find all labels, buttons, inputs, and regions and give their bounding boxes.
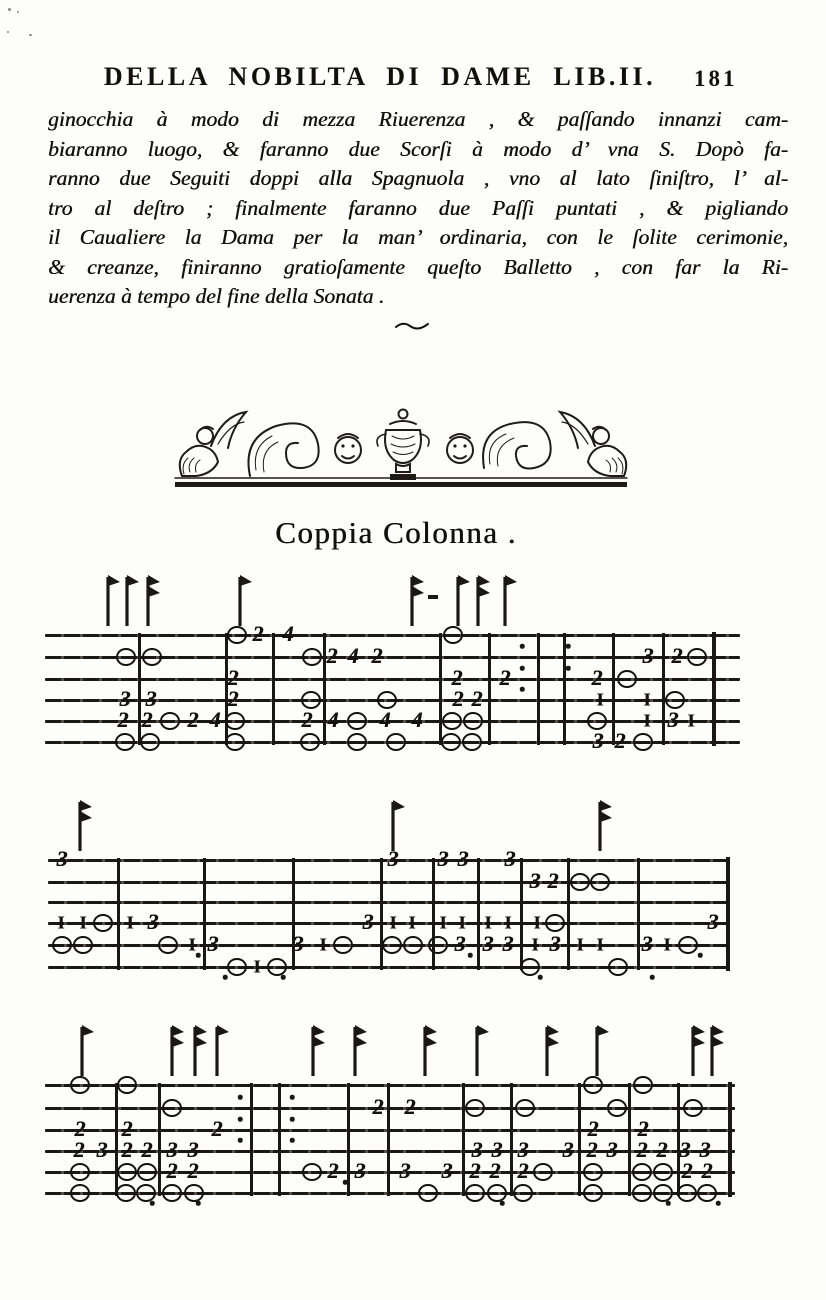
line-filler-swash — [395, 320, 429, 332]
tab-cipher-1: I — [188, 934, 196, 955]
barline — [462, 1083, 465, 1196]
rhythm-flag-double — [77, 794, 93, 859]
tab-cipher-1: I — [57, 912, 65, 933]
barline — [387, 1083, 390, 1196]
tab-cipher-0 — [583, 1076, 603, 1094]
tab-cipher-1: I — [531, 934, 539, 955]
tab-cipher-3: 3 — [491, 1137, 503, 1163]
tab-cipher-0 — [633, 1076, 653, 1094]
tab-cipher-2: 2 — [326, 643, 338, 669]
tab-cipher-2: 2 — [452, 686, 464, 712]
tab-cipher-2: 2 — [371, 643, 383, 669]
rhythm-flag-single — [237, 569, 253, 634]
rhythm-flag-single — [594, 1019, 610, 1084]
barline — [628, 1083, 631, 1196]
final-barline — [712, 632, 716, 746]
tab-cipher-0 — [117, 1163, 137, 1181]
tab-cipher-0 — [267, 958, 287, 976]
tab-cipher-4: 4 — [379, 707, 391, 733]
tab-cipher-3: 3 — [592, 728, 604, 754]
tab-dot — [290, 1138, 295, 1143]
tab-cipher-1: I — [126, 912, 134, 933]
tab-dot — [290, 1117, 295, 1122]
tab-cipher-0 — [653, 1184, 673, 1202]
barline — [567, 858, 570, 970]
tab-cipher-0 — [302, 1163, 322, 1181]
tab-dot — [238, 1095, 243, 1100]
tab-cipher-3: 3 — [145, 686, 157, 712]
tab-cipher-0 — [382, 936, 402, 954]
tab-dot — [343, 1180, 348, 1185]
text-line: uerenza à tempo del fine della Sonata . — [48, 284, 385, 308]
barline — [662, 633, 665, 745]
tab-cipher-2: 2 — [681, 1158, 693, 1184]
barline — [272, 633, 275, 745]
paragraph — [48, 105, 788, 312]
tab-cipher-2: 2 — [637, 1116, 649, 1142]
tab-cipher-2: 2 — [187, 707, 199, 733]
tab-cipher-0 — [441, 733, 461, 751]
barline — [250, 1083, 253, 1196]
tab-cipher-0 — [162, 1099, 182, 1117]
tab-cipher-0 — [677, 1184, 697, 1202]
tab-cipher-3: 3 — [354, 1158, 366, 1184]
tab-dot — [196, 953, 201, 958]
tab-cipher-3: 3 — [457, 846, 469, 872]
tab-cipher-3: 3 — [399, 1158, 411, 1184]
tab-cipher-2: 2 — [701, 1158, 713, 1184]
tab-cipher-0 — [117, 1076, 137, 1094]
tab-cipher-1: I — [596, 689, 604, 710]
rhythm-dash — [428, 595, 438, 599]
tab-cipher-0 — [608, 958, 628, 976]
tab-cipher-0 — [158, 936, 178, 954]
tab-dot — [666, 1201, 671, 1206]
tab-cipher-0 — [633, 733, 653, 751]
tab-cipher-0 — [632, 1184, 652, 1202]
tab-cipher-3: 3 — [166, 1137, 178, 1163]
tab-cipher-3: 3 — [549, 931, 561, 957]
tab-dot — [238, 1117, 243, 1122]
barline — [203, 858, 206, 970]
tab-cipher-2: 2 — [121, 1116, 133, 1142]
barline — [115, 1083, 118, 1196]
tab-cipher-1: I — [596, 934, 604, 955]
staff-line — [45, 1084, 735, 1087]
tab-cipher-3: 3 — [56, 846, 68, 872]
tab-cipher-1: I — [504, 912, 512, 933]
tab-cipher-0 — [160, 712, 180, 730]
tab-cipher-4: 4 — [209, 707, 221, 733]
tab-cipher-0 — [632, 1163, 652, 1181]
tab-cipher-4: 4 — [411, 707, 423, 733]
tab-cipher-3: 3 — [529, 868, 541, 894]
tab-cipher-0 — [52, 936, 72, 954]
tab-cipher-3: 3 — [471, 1137, 483, 1163]
tab-cipher-2: 2 — [211, 1116, 223, 1142]
woodcut-ornament — [172, 398, 634, 494]
tab-cipher-0 — [227, 958, 247, 976]
tab-cipher-2: 2 — [166, 1158, 178, 1184]
tab-dot — [150, 1201, 155, 1206]
barline — [347, 1083, 350, 1196]
tab-cipher-0 — [545, 914, 565, 932]
tab-cipher-3: 3 — [119, 686, 131, 712]
barline — [278, 1083, 281, 1196]
tab-cipher-0 — [116, 1184, 136, 1202]
tab-cipher-1: I — [319, 934, 327, 955]
tab-cipher-0 — [583, 1184, 603, 1202]
tab-cipher-2: 2 — [471, 686, 483, 712]
tab-dot — [520, 644, 525, 649]
text-line: il Caualiere la Dama per la man’ ordinaria, con le ſolite cerimonie, — [48, 225, 788, 249]
tab-cipher-0 — [428, 936, 448, 954]
tab-cipher-2: 2 — [636, 1137, 648, 1163]
tab-cipher-2: 2 — [587, 1116, 599, 1142]
tab-cipher-0 — [513, 1184, 533, 1202]
rhythm-flag-single — [474, 1019, 490, 1084]
tab-dot — [538, 975, 543, 980]
tab-cipher-3: 3 — [482, 931, 494, 957]
tab-cipher-0 — [697, 1184, 717, 1202]
tab-cipher-0 — [515, 1099, 535, 1117]
rhythm-flag-double — [597, 794, 613, 859]
tab-cipher-0 — [487, 1184, 507, 1202]
tab-cipher-2: 2 — [117, 707, 129, 733]
tab-cipher-2: 2 — [671, 643, 683, 669]
tab-cipher-3: 3 — [502, 931, 514, 957]
tab-cipher-0 — [70, 1184, 90, 1202]
rhythm-flag-double — [422, 1019, 438, 1084]
rhythm-flag-double — [310, 1019, 326, 1084]
tab-cipher-1: I — [643, 689, 651, 710]
final-barline — [726, 857, 730, 971]
tab-dot — [698, 953, 703, 958]
staff-line — [45, 1107, 735, 1110]
tab-cipher-0 — [347, 712, 367, 730]
tab-cipher-2: 2 — [301, 707, 313, 733]
tab-cipher-3: 3 — [437, 846, 449, 872]
tab-cipher-3: 3 — [96, 1137, 108, 1163]
barline — [510, 1083, 513, 1196]
tab-cipher-0 — [683, 1099, 703, 1117]
barline — [439, 633, 442, 745]
tab-cipher-1: I — [533, 912, 541, 933]
tab-cipher-3: 3 — [517, 1137, 529, 1163]
tab-cipher-4: 4 — [327, 707, 339, 733]
tab-dot — [520, 687, 525, 692]
tab-cipher-0 — [465, 1099, 485, 1117]
rhythm-flag-single — [502, 569, 518, 634]
rhythm-flag-double — [409, 569, 425, 634]
tab-cipher-0 — [443, 626, 463, 644]
tab-cipher-2: 2 — [141, 707, 153, 733]
tab-cipher-3: 3 — [679, 1137, 691, 1163]
tab-cipher-0 — [418, 1184, 438, 1202]
tab-cipher-0 — [570, 873, 590, 891]
tab-cipher-0 — [73, 936, 93, 954]
tab-cipher-2: 2 — [489, 1158, 501, 1184]
tab-cipher-2: 2 — [73, 1137, 85, 1163]
tab-dot — [281, 975, 286, 980]
barline — [563, 633, 566, 745]
tab-cipher-0 — [333, 936, 353, 954]
barline — [637, 858, 640, 970]
tab-dot — [468, 953, 473, 958]
tab-cipher-3: 3 — [362, 909, 374, 935]
rhythm-flag-double — [169, 1019, 185, 1084]
tab-cipher-1: I — [408, 912, 416, 933]
rhythm-flag-single — [214, 1019, 230, 1084]
tab-cipher-3: 3 — [606, 1137, 618, 1163]
tab-cipher-0 — [93, 914, 113, 932]
tab-cipher-0 — [70, 1163, 90, 1181]
rhythm-flag-double — [192, 1019, 208, 1084]
scan-speck — [29, 34, 32, 36]
tab-cipher-2: 2 — [327, 1158, 339, 1184]
tab-cipher-2: 2 — [227, 665, 239, 691]
tab-cipher-1: I — [576, 934, 584, 955]
tab-cipher-2: 2 — [469, 1158, 481, 1184]
tab-cipher-0 — [142, 648, 162, 666]
tab-cipher-2: 2 — [252, 621, 264, 647]
rhythm-flag-single — [455, 569, 471, 634]
tab-cipher-1: I — [458, 912, 466, 933]
tab-cipher-0 — [590, 873, 610, 891]
tab-cipher-1: I — [484, 912, 492, 933]
tab-cipher-3: 3 — [641, 931, 653, 957]
tab-cipher-0 — [533, 1163, 553, 1181]
tab-cipher-0 — [300, 733, 320, 751]
tab-cipher-0 — [347, 733, 367, 751]
tab-cipher-0 — [386, 733, 406, 751]
tab-cipher-2: 2 — [187, 1158, 199, 1184]
tab-cipher-3: 3 — [387, 846, 399, 872]
tab-dot — [290, 1095, 295, 1100]
tab-cipher-0 — [607, 1099, 627, 1117]
tab-dot — [716, 1201, 721, 1206]
tab-cipher-3: 3 — [642, 643, 654, 669]
tab-cipher-0 — [520, 958, 540, 976]
tab-dot — [566, 644, 571, 649]
barline — [158, 1083, 161, 1196]
barline — [380, 858, 383, 970]
tab-cipher-2: 2 — [586, 1137, 598, 1163]
tab-cipher-1: I — [253, 956, 261, 977]
staff-line — [48, 901, 730, 904]
tab-cipher-1: I — [663, 934, 671, 955]
running-title: DELLA NOBILTA DI DAME LIB.II. — [103, 62, 657, 91]
text-line: tro al deſtro ; finalmente faranno due Paſſi puntati , & pigliando — [48, 195, 788, 220]
tab-cipher-1: I — [79, 912, 87, 933]
text-line: ginocchia à modo di mezza Riuerenza , & paſſando innanzi cam- — [48, 107, 788, 131]
tab-cipher-0 — [115, 733, 135, 751]
rhythm-flag-single — [79, 1019, 95, 1084]
tab-dot — [238, 1138, 243, 1143]
barline — [138, 633, 141, 745]
tab-cipher-0 — [462, 733, 482, 751]
tab-cipher-0 — [162, 1184, 182, 1202]
text-line: & creanze, finiranno gratioſamente queſto Balletto , con far la Ri- — [48, 254, 788, 279]
tab-cipher-0 — [617, 670, 637, 688]
barline — [323, 633, 326, 745]
tab-cipher-0 — [116, 648, 136, 666]
rhythm-flag-double — [690, 1019, 706, 1084]
tab-cipher-0 — [225, 712, 245, 730]
tab-cipher-1: I — [439, 912, 447, 933]
tab-cipher-3: 3 — [699, 1137, 711, 1163]
tab-cipher-0 — [302, 648, 322, 666]
tab-dot — [500, 1201, 505, 1206]
tab-cipher-1: I — [643, 710, 651, 731]
tab-cipher-0 — [678, 936, 698, 954]
barline — [537, 633, 540, 745]
text-line: biaranno luogo, & faranno due Scorſi à modo d’ vna S. Dopò fa- — [48, 136, 788, 161]
rhythm-flag-double — [544, 1019, 560, 1084]
barline — [117, 858, 120, 970]
tab-cipher-2: 2 — [372, 1094, 384, 1120]
tab-cipher-3: 3 — [147, 909, 159, 935]
tab-cipher-3: 3 — [562, 1137, 574, 1163]
tab-cipher-2: 2 — [547, 868, 559, 894]
tab-cipher-2: 2 — [614, 728, 626, 754]
page-number: 181 — [694, 66, 738, 91]
tab-cipher-2: 2 — [517, 1158, 529, 1184]
scan-speck — [7, 31, 9, 33]
tab-cipher-3: 3 — [707, 909, 719, 935]
tab-cipher-0 — [442, 712, 462, 730]
tab-cipher-0 — [184, 1184, 204, 1202]
tab-cipher-2: 2 — [499, 665, 511, 691]
tab-cipher-2: 2 — [141, 1137, 153, 1163]
text-line: ranno due Seguiti doppi alla Spagnuola , vno al lato ſiniſtro, l’ al- — [48, 166, 788, 190]
tab-cipher-2: 2 — [74, 1116, 86, 1142]
scan-speck — [8, 8, 11, 11]
section-title: Coppia Colonna . — [275, 515, 517, 550]
scan-speck — [17, 11, 19, 13]
tab-cipher-3: 3 — [667, 707, 679, 733]
tab-cipher-1: I — [687, 710, 695, 731]
tab-cipher-2: 2 — [656, 1137, 668, 1163]
tab-cipher-3: 3 — [454, 931, 466, 957]
tab-cipher-0 — [403, 936, 423, 954]
tab-cipher-0 — [687, 648, 707, 666]
tab-cipher-0 — [653, 1163, 673, 1181]
rhythm-flag-single — [105, 569, 121, 634]
rhythm-flag-double — [352, 1019, 368, 1084]
barline — [477, 858, 480, 970]
tab-cipher-0 — [140, 733, 160, 751]
tab-dot — [566, 666, 571, 671]
barline — [578, 1083, 581, 1196]
tab-cipher-0 — [225, 733, 245, 751]
tab-cipher-2: 2 — [591, 665, 603, 691]
rhythm-flag-double — [145, 569, 161, 634]
tab-cipher-1: I — [389, 912, 397, 933]
tab-cipher-0 — [70, 1076, 90, 1094]
tab-cipher-2: 2 — [121, 1137, 133, 1163]
tab-cipher-0 — [465, 1184, 485, 1202]
tab-cipher-0 — [463, 712, 483, 730]
tab-cipher-0 — [583, 1163, 603, 1181]
tab-cipher-2: 2 — [404, 1094, 416, 1120]
rhythm-flag-single — [124, 569, 140, 634]
tab-cipher-2: 2 — [451, 665, 463, 691]
barline — [520, 858, 523, 970]
tab-dot — [650, 975, 655, 980]
tab-dot — [520, 666, 525, 671]
tab-cipher-2: 2 — [227, 686, 239, 712]
staff-line — [45, 1129, 735, 1132]
tab-cipher-0 — [227, 626, 247, 644]
tab-cipher-3: 3 — [441, 1158, 453, 1184]
rhythm-flag-double — [709, 1019, 725, 1084]
barline — [488, 633, 491, 745]
tab-dot — [223, 975, 228, 980]
staff-line — [48, 881, 730, 884]
tab-cipher-3: 3 — [504, 846, 516, 872]
tab-cipher-3: 3 — [207, 931, 219, 957]
rhythm-flag-double — [475, 569, 491, 634]
tab-cipher-0 — [136, 1184, 156, 1202]
tab-dot — [196, 1201, 201, 1206]
tab-cipher-0 — [137, 1163, 157, 1181]
tab-cipher-3: 3 — [292, 931, 304, 957]
final-barline — [728, 1082, 732, 1197]
tab-cipher-4: 4 — [282, 621, 294, 647]
tab-cipher-4: 4 — [347, 643, 359, 669]
tab-cipher-3: 3 — [187, 1137, 199, 1163]
